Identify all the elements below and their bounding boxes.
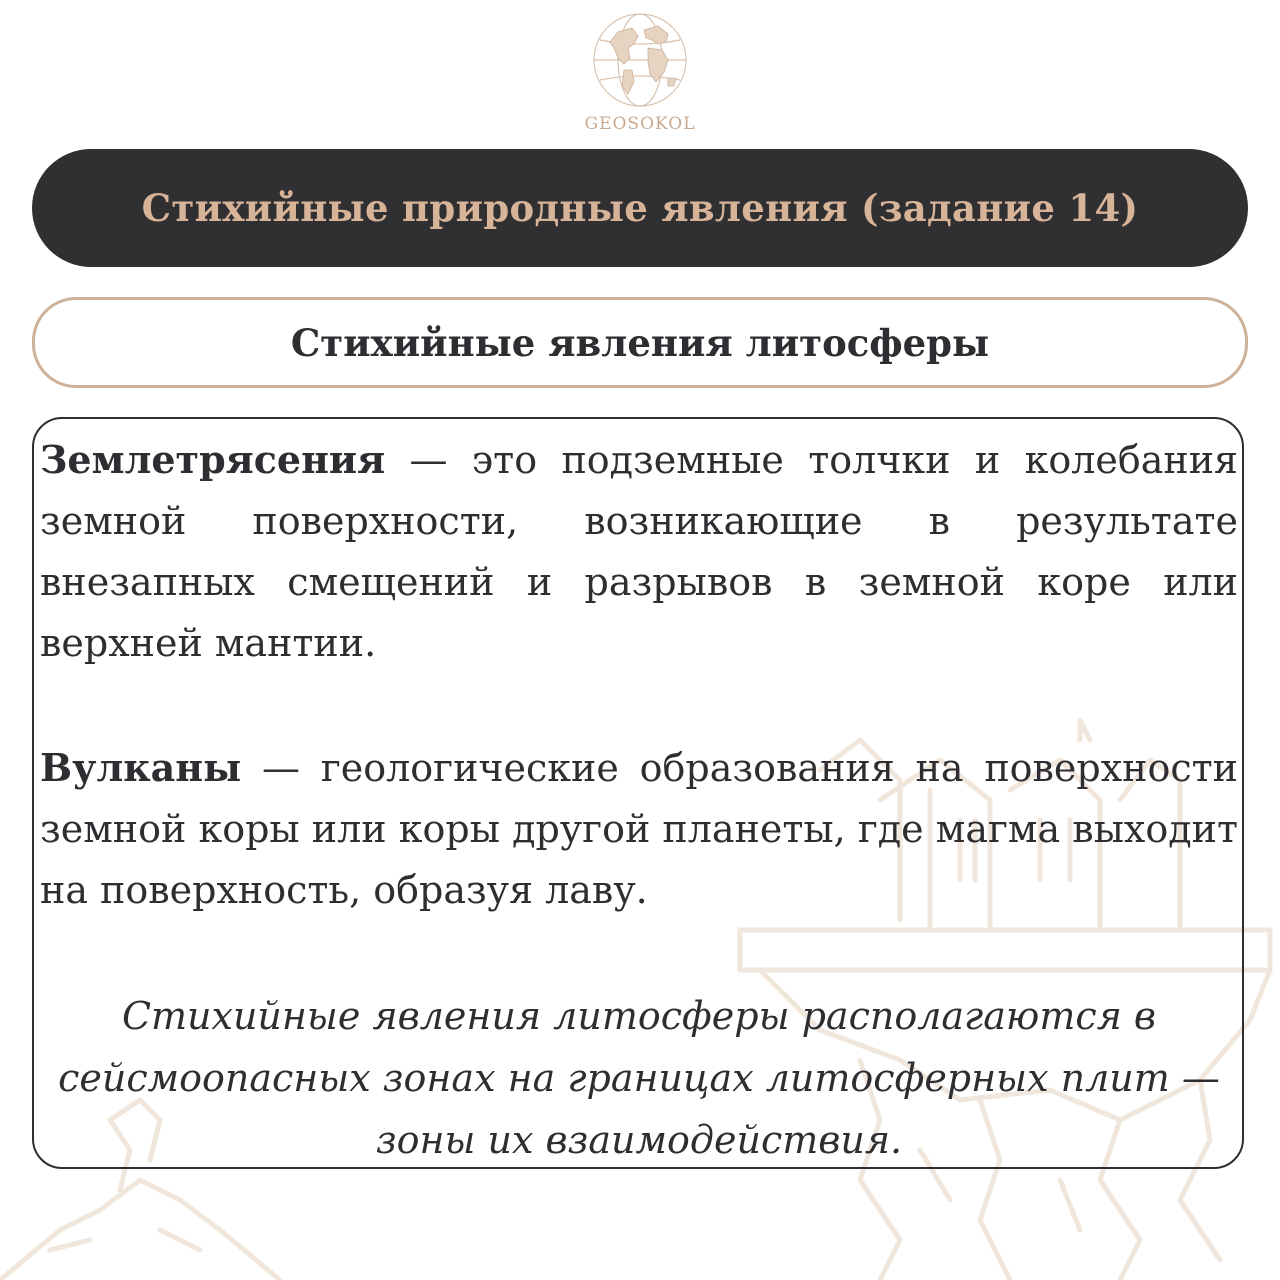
brand-name: GEOSOKOL xyxy=(584,114,696,134)
volcanoes-term: Вулканы xyxy=(40,745,242,790)
globe-logo-icon xyxy=(588,8,692,112)
earthquakes-paragraph xyxy=(40,429,1238,674)
volcanoes-paragraph xyxy=(40,737,1238,921)
earthquakes-term: Землетрясения xyxy=(40,437,386,482)
page-title: Стихийные природные явления (задание 14) xyxy=(141,186,1139,230)
brand-logo xyxy=(580,8,700,138)
content-box xyxy=(32,417,1244,1169)
page-title-banner xyxy=(32,149,1248,267)
earthquakes-definition: — это подземные толчки и колебания земной поверхности, возникающие в результате внезапных смещений и разрывов в земной коре или верхней мантии. xyxy=(40,438,1238,665)
section-title-banner xyxy=(32,297,1248,388)
summary-note: Стихийные явления литосферы располагаются в сейсмоопасных зонах на границах литосферных плит — зоны их взаимодействия. xyxy=(58,994,1220,1162)
section-title: Стихийные явления литосферы xyxy=(290,320,990,365)
volcanoes-definition: — геологические образования на поверхности земной коры или коры другой планеты, где магма выходит на поверхность, образуя лаву. xyxy=(40,746,1238,912)
